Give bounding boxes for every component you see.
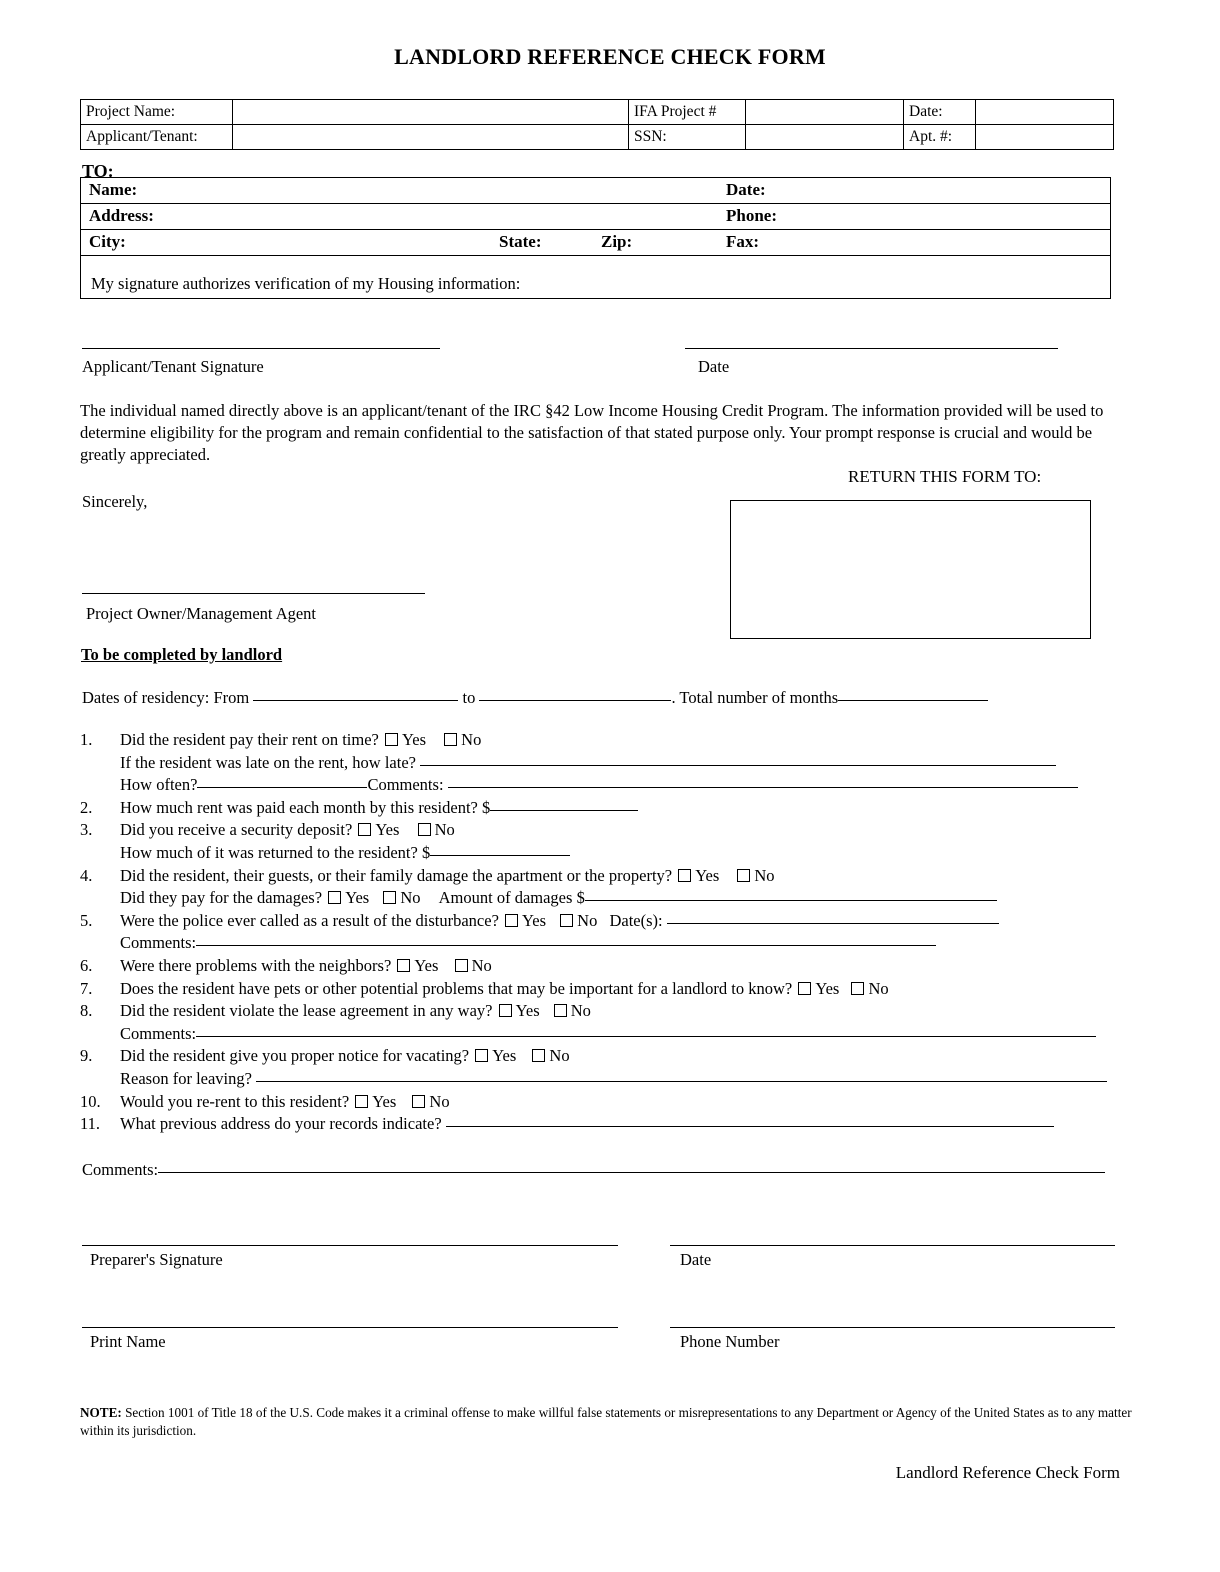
question-4-paid-yes-label: Yes [345,888,370,908]
question-4-amount-field[interactable] [585,888,997,901]
page-title: LANDLORD REFERENCE CHECK FORM [394,44,826,69]
question-5-dates-label: Date(s): [609,910,663,930]
question-5-yes-label: Yes [522,910,547,930]
question-10-yes-label: Yes [372,1091,397,1111]
legal-note-prefix: NOTE: [80,1405,122,1420]
bottom-comments-row [82,1160,1105,1180]
question-1-number: 1. [80,730,93,749]
legal-note [80,1404,1155,1441]
to-row-city [81,230,1110,256]
question-3-returned-label: How much of it was returned to the resident? [120,842,418,862]
question-1-yes-checkbox[interactable] [385,733,398,746]
question-8-comments-label: Comments: [120,1023,197,1043]
question-10-no-checkbox[interactable] [412,1095,425,1108]
residency-to-field[interactable] [479,688,671,701]
question-11-number: 11. [80,1114,101,1134]
question-10-yes-checkbox[interactable] [355,1095,368,1108]
ssn-label: SSN: [629,125,746,150]
question-5-number: 5. [80,910,93,930]
question-8-number: 8. [80,1001,93,1021]
question-5-text: Were the police ever called as a result of the disturbance? [120,910,499,930]
question-2-number: 2. [80,797,93,817]
question-11-address-field[interactable] [446,1114,1054,1127]
question-5-sub-a [80,933,1115,956]
question-4-paid-no-label: No [400,888,421,908]
question-8-no-checkbox[interactable] [554,1004,567,1017]
question-9-yes-checkbox[interactable] [475,1049,488,1062]
question-9-no-label: No [549,1046,570,1066]
question-9-number: 9. [80,1046,93,1066]
question-1-howoften-label: How often? [120,775,198,795]
ifa-project-field[interactable] [746,100,904,125]
question-3-text: Did you receive a security deposit? [120,820,353,840]
to-heading: TO: [82,161,114,181]
question-6-yes-label: Yes [414,955,439,975]
question-8-sub-a [80,1024,1115,1047]
to-phone-label: Phone: [726,206,777,225]
to-state-label: State: [499,232,542,251]
question-9-yes-label: Yes [492,1046,517,1066]
question-5-comments-field[interactable] [196,933,936,946]
return-form-to-label: RETURN THIS FORM TO: [848,467,1042,486]
question-4-text: Did the resident, their guests, or their family damage the apartment or the property? [120,865,673,885]
question-1-yes-label: Yes [402,730,427,749]
apt-number-field[interactable] [976,125,1114,150]
question-3-no-checkbox[interactable] [418,823,431,836]
owner-signature-caption: Project Owner/Management Agent [86,604,317,623]
question-5-comments-label: Comments: [120,933,197,953]
question-1-text: Did the resident pay their rent on time? [120,730,379,749]
question-3-dollar-sign: $ [421,842,431,862]
preparer-date-line[interactable] [670,1245,1115,1246]
question-4-sub-a [80,888,1115,911]
question-9-sub-a [80,1069,1115,1092]
table-row [81,125,1114,150]
residency-from-field[interactable] [253,688,458,701]
apt-number-label: Apt. #: [904,125,976,150]
top-date-caption: Date [698,357,730,376]
question-5 [80,911,1115,934]
authorization-text: My signature authorizes verification of my Housing information: [91,274,521,293]
to-zip-label: Zip: [601,232,633,251]
to-row-authorization [81,256,1110,298]
question-3-no-label: No [434,820,455,840]
applicant-signature-line[interactable] [82,348,440,349]
question-4 [80,866,1115,889]
return-address-box[interactable] [730,500,1091,639]
to-city-label: City: [89,232,126,251]
phone-number-line[interactable] [670,1327,1115,1328]
question-8-text: Did the resident violate the lease agreement in any way? [120,1001,493,1021]
date-field[interactable] [976,100,1114,125]
question-7-yes-checkbox[interactable] [798,982,811,995]
project-name-label: Project Name: [81,100,233,125]
question-1-no-label: No [461,730,482,749]
question-1-no-checkbox[interactable] [444,733,457,746]
to-date-label: Date: [726,180,766,199]
question-10-no-label: No [429,1091,450,1111]
question-7-no-label: No [868,978,889,998]
question-8 [80,1001,1115,1024]
residency-total-months-field[interactable] [838,688,988,701]
question-1-sub-b [80,775,1115,798]
question-4-paid-label: Did they pay for the damages? [120,888,323,908]
question-10 [80,1092,1115,1115]
applicant-signature-caption: Applicant/Tenant Signature [82,357,264,376]
dates-of-residency-suffix: . Total number of months [671,688,839,707]
question-2-amount-field[interactable] [490,798,638,811]
sincerely-text: Sincerely, [82,492,148,511]
print-name-caption: Print Name [90,1332,166,1351]
applicant-tenant-field[interactable] [233,125,629,150]
question-1 [80,730,1115,753]
question-5-no-label: No [577,910,598,930]
question-9-no-checkbox[interactable] [532,1049,545,1062]
question-3-sub-a [80,843,1115,866]
question-4-yes-checkbox[interactable] [678,869,691,882]
question-3-number: 3. [80,820,93,840]
question-3-yes-label: Yes [375,820,400,840]
to-row-name [81,178,1110,204]
question-6-no-checkbox[interactable] [455,959,468,972]
question-4-paid-no-checkbox[interactable] [383,891,396,904]
question-11 [80,1114,1115,1137]
question-8-comments-field[interactable] [196,1024,1096,1037]
question-6-no-label: No [471,955,492,975]
question-4-no-label: No [754,865,775,885]
to-address-label: Address: [89,206,154,225]
question-3 [80,820,1115,843]
bottom-comments-field[interactable] [158,1160,1105,1173]
question-5-dates-field[interactable] [667,911,999,924]
question-1-comments-field[interactable] [448,775,1078,788]
ssn-field[interactable] [746,125,904,150]
bottom-comments-label: Comments: [82,1160,159,1179]
questions-list [80,730,1115,1137]
question-7-number: 7. [80,978,93,998]
question-1-comments-label: Comments: [367,775,444,795]
question-11-text: What previous address do your records indicate? [120,1114,442,1134]
preparer-signature-caption: Preparer's Signature [90,1250,223,1269]
legal-note-text: Section 1001 of Title 18 of the U.S. Code makes it a criminal offense to make willful false statements or misrepresentations to any Department or Agency of the United States as to any matter within its jurisdiction. [80,1405,1132,1439]
print-name-line[interactable] [82,1327,618,1328]
date-label: Date: [904,100,976,125]
question-6-text: Were there problems with the neighbors? [120,955,392,975]
question-7-no-checkbox[interactable] [851,982,864,995]
question-9-reason-label: Reason for leaving? [120,1068,252,1088]
question-7-yes-label: Yes [815,978,840,998]
question-7-text: Does the resident have pets or other potential problems that may be important for a landlord to know? [120,978,793,998]
to-fax-label: Fax: [726,232,760,251]
question-8-no-label: No [570,1001,591,1021]
question-1-late-label: If the resident was late on the rent, how late? [120,752,416,772]
project-name-field[interactable] [233,100,629,125]
intro-paragraph: The individual named directly above is an applicant/tenant of the IRC §42 Low Income Housing Credit Program. The information provided will be used to determine eligibility for the program and remain confidential to the satisfaction of that stated purpose only. Your prompt response is crucial and would be greatly appreciated. [80,401,1104,464]
dates-of-residency-row [82,688,988,708]
question-2-text: How much rent was paid each month by this resident? [120,797,478,817]
question-10-text: Would you re-rent to this resident? [120,1091,350,1111]
phone-number-caption: Phone Number [680,1332,780,1351]
question-4-number: 4. [80,865,93,885]
question-9-reason-field[interactable] [256,1069,1107,1082]
question-1-sub-a [80,753,1115,776]
question-5-yes-checkbox[interactable] [505,914,518,927]
to-row-address [81,204,1110,230]
question-8-yes-checkbox[interactable] [499,1004,512,1017]
question-4-dollar-sign: $ [576,888,585,908]
preparer-date-caption: Date [680,1250,712,1269]
to-box [80,177,1111,299]
applicant-tenant-label: Applicant/Tenant: [81,125,233,150]
question-1-body [120,730,481,750]
question-2 [80,798,1115,821]
question-6-yes-checkbox[interactable] [397,959,410,972]
table-row [81,100,1114,125]
question-6 [80,956,1115,979]
question-3-yes-checkbox[interactable] [358,823,371,836]
question-9-text: Did the resident give you proper notice for vacating? [120,1046,470,1066]
question-4-yes-label: Yes [695,865,720,885]
question-3-returned-field[interactable] [430,843,570,856]
question-7 [80,979,1115,1002]
question-1-howoften-field[interactable] [197,775,367,788]
page-footer: Landlord Reference Check Form [895,1463,1120,1482]
owner-signature-line[interactable] [82,593,425,594]
question-10-number: 10. [80,1091,101,1111]
question-8-yes-label: Yes [515,1001,540,1021]
question-4-paid-yes-checkbox[interactable] [328,891,341,904]
question-2-dollar-sign: $ [482,797,491,817]
question-5-no-checkbox[interactable] [560,914,573,927]
dates-of-residency-prefix: Dates of residency: From [82,688,250,707]
question-1-late-field[interactable] [420,753,1056,766]
question-4-amount-label: Amount of damages [438,888,573,908]
question-6-number: 6. [80,955,93,975]
to-name-label: Name: [89,180,138,199]
top-date-line[interactable] [685,348,1058,349]
preparer-signature-line[interactable] [82,1245,618,1246]
ifa-project-label: IFA Project # [629,100,746,125]
question-9 [80,1046,1115,1069]
dates-of-residency-to: to [462,688,476,707]
header-table [80,99,1114,150]
question-4-no-checkbox[interactable] [737,869,750,882]
to-be-completed-heading: To be completed by landlord [81,645,283,664]
